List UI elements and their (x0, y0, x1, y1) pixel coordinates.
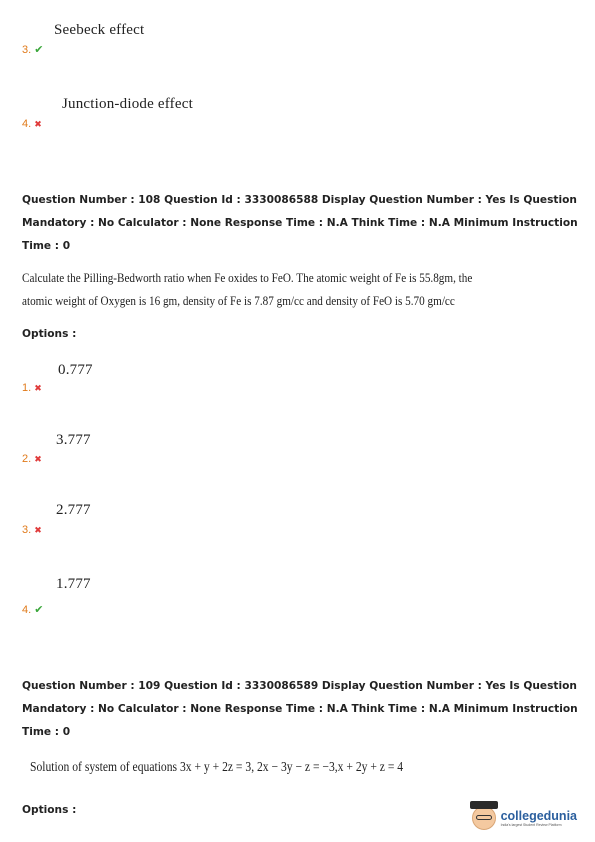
option-number-row (22, 447, 42, 466)
logo-name: collegedunia (500, 809, 577, 823)
option-number-row (22, 518, 42, 537)
option-text: 2.777 (56, 502, 91, 518)
cross-icon: ✖ (34, 384, 42, 394)
question-header-line: Question Number : 108 Question Id : 3330086588 Display Question Number : Yes Is Question (22, 194, 577, 206)
question-header (22, 189, 582, 258)
option-text: Junction-diode effect (62, 96, 193, 112)
question-header-line: Time : 0 (22, 726, 71, 738)
option-text: 1.777 (56, 576, 91, 592)
cross-icon: ✖ (34, 120, 42, 130)
option-number-row (22, 112, 42, 131)
question-header (22, 675, 582, 744)
option-number-row (22, 376, 42, 395)
cross-icon: ✖ (34, 455, 42, 465)
option-text: Seebeck effect (54, 22, 145, 38)
question-header-line: Mandatory : No Calculator : None Response Time : N.A Think Time : N.A Minimum Instruction (22, 703, 578, 715)
option-number: 3. (22, 524, 32, 536)
options-label: Options : (22, 804, 77, 816)
question-text-line: Calculate the Pilling-Bedworth ratio when Fe oxides to FeO. The atomic weight of Fe is 55.8gm, the (22, 270, 473, 285)
option-text: 3.777 (56, 432, 91, 448)
option-number-row (22, 38, 43, 57)
options-label: Options : (22, 328, 77, 340)
collegedunia-logo (472, 806, 577, 830)
question-header-line: Mandatory : No Calculator : None Response Time : N.A Think Time : N.A Minimum Instruction (22, 217, 578, 229)
logo-tagline: India's largest Student Review Platform (500, 823, 562, 827)
question-text-line: Solution of system of equations 3x + y + 2z = 3, 2x − 3y − z = −3,x + 2y + z = 4 (30, 759, 404, 774)
option-text: 0.777 (58, 362, 93, 378)
option-number: 1. (22, 382, 32, 394)
question-text-line: atomic weight of Oxygen is 16 gm, density of Fe is 7.87 gm/cc and density of FeO is 5.70 gm/cc (22, 293, 455, 308)
cross-icon: ✖ (34, 526, 42, 536)
checkmark-icon: ✔ (34, 43, 44, 56)
option-number: 4. (22, 118, 32, 130)
question-header-line: Question Number : 109 Question Id : 3330086589 Display Question Number : Yes Is Question (22, 680, 577, 692)
checkmark-icon: ✔ (34, 603, 44, 616)
option-number-row (22, 598, 43, 617)
mascot-icon (472, 806, 496, 830)
option-number: 2. (22, 453, 32, 465)
option-number: 3. (22, 44, 32, 56)
option-number: 4. (22, 604, 32, 616)
question-header-line: Time : 0 (22, 240, 71, 252)
